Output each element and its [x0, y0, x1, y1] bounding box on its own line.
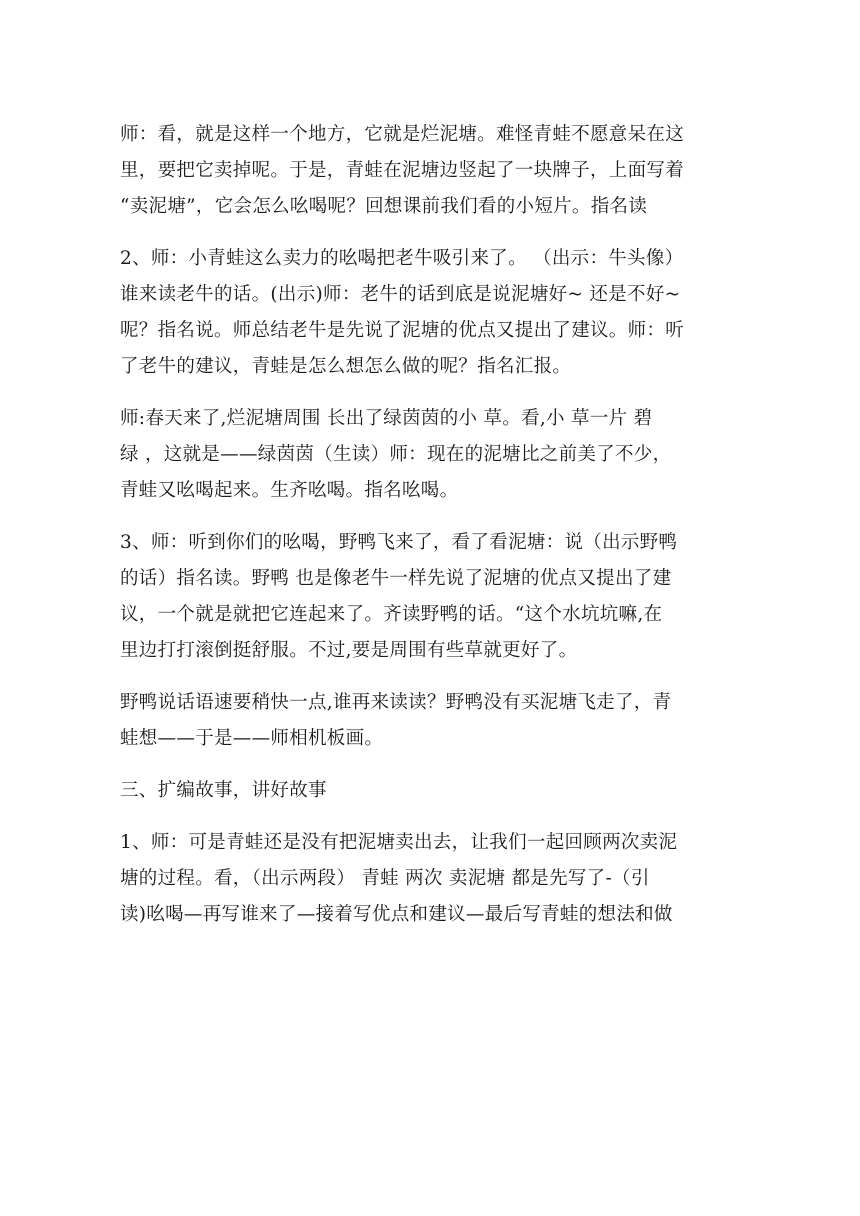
paragraph-teacher-intro: [120, 117, 740, 225]
paragraph-duck-reading: [120, 685, 740, 757]
text-line: 里，要把它卖掉呢。于是，青蛙在泥塘边竖起了一块牌子，上面写着: [120, 160, 685, 181]
text-line: 绿 ，这就是——绿茵茵（生读）师：现在的泥塘比之前美了不少，: [120, 444, 672, 465]
paragraph-old-ox: [120, 241, 740, 385]
text-line: 三、扩编故事，讲好故事: [120, 780, 327, 801]
paragraph-wild-duck: [120, 525, 740, 669]
text-line: 读)吆喝—再写谁来了—接着写优点和建议—最后写青蛙的想法和做: [120, 904, 673, 925]
text-line: 谁来读老牛的话。(出示)师：老牛的话到底是说泥塘好~ 还是不好~: [120, 284, 681, 305]
text-line: 的话）指名读。野鸭 也是像老牛一样先说了泥塘的优点又提出了建: [120, 568, 672, 589]
text-line: 议，一个就是就把它连起来了。齐读野鸭的话。“这个水坑坑嘛,在: [120, 604, 663, 625]
text-line: 青蛙又吆喝起来。生齐吆喝。指名吆喝。: [120, 480, 459, 501]
text-line: 师：看，就是这样一个地方，它就是烂泥塘。难怪青蛙不愿意呆在这: [120, 124, 685, 145]
text-line: 野鸭说话语速要稍快一点,谁再来读读？野鸭没有买泥塘飞走了，青: [120, 692, 672, 713]
text-line: 蛙想——于是——师相机板画。: [120, 728, 384, 749]
paragraph-review: [120, 825, 740, 933]
text-line: 塘的过程。看，（出示两段） 青蛙 两次 卖泥塘 都是先写了-（引: [120, 868, 650, 889]
text-line: 1、师：可是青蛙还是没有把泥塘卖出去，让我们一起回顾两次卖泥: [120, 832, 678, 853]
paragraph-spring: [120, 401, 740, 509]
text-line: 呢？指名说。师总结老牛是先说了泥塘的优点又提出了建议。师：听: [120, 320, 685, 341]
text-line: “卖泥塘”，它会怎么吆喝呢？回想课前我们看的小短片。指名读: [120, 196, 648, 217]
section-heading: [120, 773, 740, 809]
text-line: 2、师：小青蛙这么卖力的吆喝把老牛吸引来了。 （出示：牛头像）: [120, 248, 684, 269]
text-line: 里边打打滚倒挺舒服。不过,要是周围有些草就更好了。: [120, 640, 578, 661]
text-line: 了老牛的建议，青蛙是怎么想怎么做的呢？指名汇报。: [120, 356, 572, 377]
text-line: 3、师：听到你们的吆喝，野鸭飞来了，看了看泥塘：说（出示野鸭: [120, 532, 678, 553]
text-line: 师:春天来了,烂泥塘周围 长出了绿茵茵的小 草。看,小 草一片 碧: [120, 408, 653, 429]
